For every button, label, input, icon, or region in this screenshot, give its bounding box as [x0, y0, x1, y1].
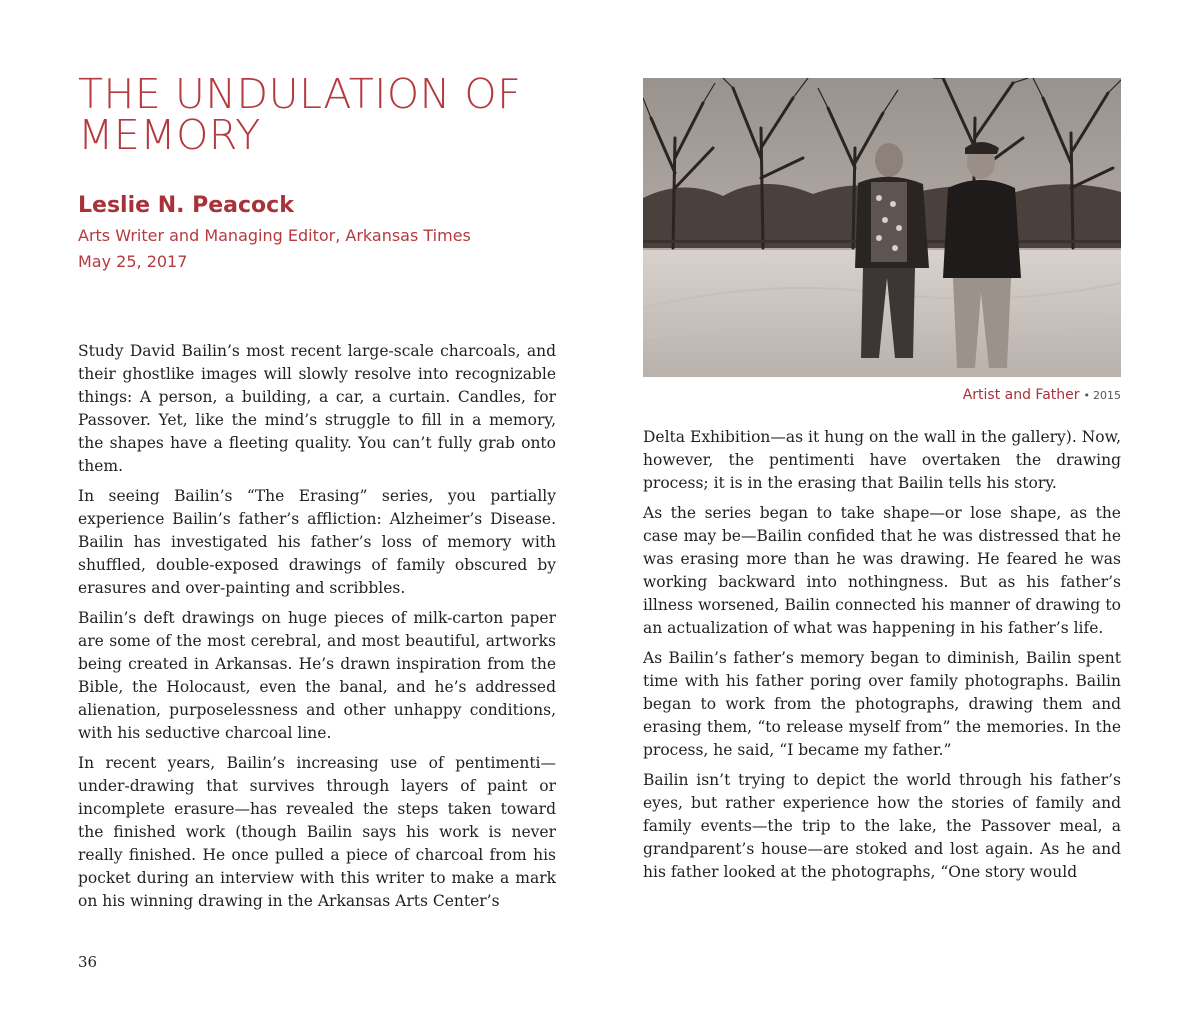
author-affiliation: Arts Writer and Managing Editor, Arkansas Times: [78, 226, 471, 245]
paragraph: In recent years, Bailin’s increasing use of pentimenti—under-drawing that survives through layers of paint or incomplete erasure—has revealed the steps taken toward the finished work (though Bailin says his work is never really finished. He once pulled a piece of charcoal from his pocket during an interview with this writer to make a mark on his winning drawing in the Arkansas Arts Center’s: [78, 754, 556, 910]
paragraph: Bailin isn’t trying to depict the world through his father’s eyes, but rather experience how the stories of family and family events—the trip to the lake, the Passover meal, a grandparent’s house—are stoked and lost again. As he and his father looked at the photographs, “One story would: [643, 771, 1121, 881]
caption-title: Artist and Father: [962, 387, 1080, 403]
page-number: 36: [78, 953, 98, 971]
article-title: THE UNDULATION OF MEMORY: [78, 70, 522, 159]
author-name: Leslie N. Peacock: [78, 193, 294, 218]
paragraph: As Bailin’s father’s memory began to diminish, Bailin spent time with his father poring over family photographs. Bailin began to work from the photographs, drawing them and erasing them, “to release myself from” the memories. In the process, he said, “I became my father.”: [643, 649, 1121, 759]
artist-and-father-photo: [643, 78, 1121, 377]
left-text-column: [78, 340, 556, 920]
paragraph: As the series began to take shape—or lose shape, as the case may be—Bailin confided that he was distressed that he was erasing more than he was drawing. He feared he was working backward into nothingness. But as his father’s illness worsened, Bailin connected his manner of drawing to an actualization of what was happening in his father’s life.: [643, 504, 1121, 637]
paragraph: Delta Exhibition—as it hung on the wall in the gallery). Now, however, the pentimenti have overtaken the drawing process; it is in the erasing that Bailin tells his story.: [643, 428, 1121, 492]
paragraph: Study David Bailin’s most recent large-scale charcoals, and their ghostlike images will slowly resolve into recognizable things: A person, a building, a car, a curtain. Candles, for Passover. Yet, like the mind’s struggle to fill in a memory, the shapes have a fleeting quality. You can’t fully grab onto them.: [78, 342, 556, 475]
right-text-column: [643, 426, 1121, 891]
paragraph: In seeing Bailin’s “The Erasing” series, you partially experience Bailin’s father’s affliction: Alzheimer’s Disease. Bailin has investigated his father’s loss of memory with shuffled, double-exposed drawings of family obscured by erasures and over-painting and scribbles.: [78, 487, 556, 597]
caption-separator: •: [1083, 389, 1090, 402]
photo-caption: [963, 384, 1121, 403]
paragraph: Bailin’s deft drawings on huge pieces of milk-carton paper are some of the most cerebral, and most beautiful, artworks being created in Arkansas. He’s drawn inspiration from the Bible, the Holocaust, even the banal, and he’s addressed alienation, purposelessness and other unhappy conditions, with his seductive charcoal line.: [78, 609, 556, 742]
caption-year: 2015: [1093, 389, 1121, 402]
article-date: May 25, 2017: [78, 252, 188, 271]
